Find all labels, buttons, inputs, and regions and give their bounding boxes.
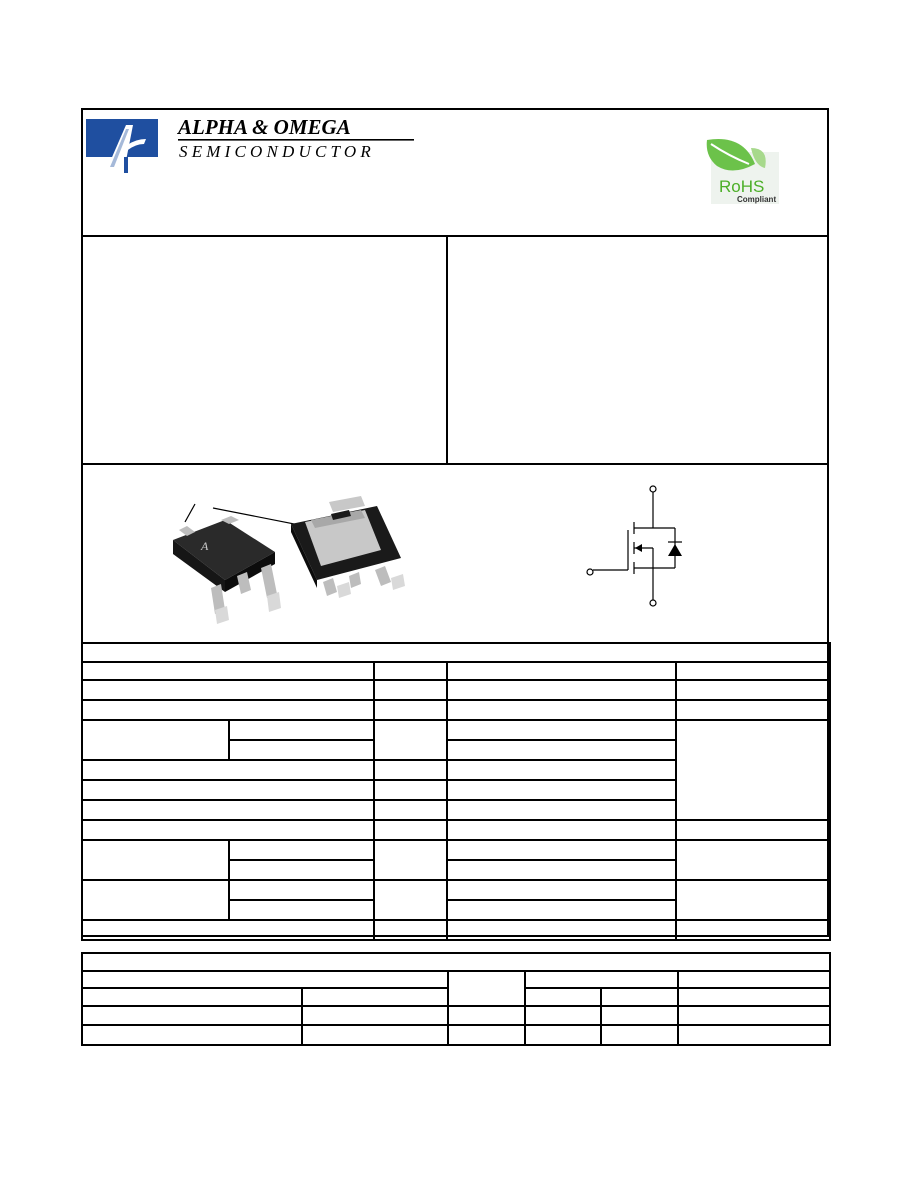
company-name-line1: ALPHA & OMEGA bbox=[178, 117, 351, 139]
description-divider bbox=[81, 463, 829, 465]
mosfet-schematic bbox=[580, 482, 690, 612]
header-divider bbox=[81, 235, 829, 237]
rohs-leaf-icon bbox=[703, 138, 781, 204]
thermal-title-row bbox=[82, 953, 830, 971]
aos-logo-icon bbox=[86, 117, 421, 177]
ratings-title-row bbox=[82, 643, 830, 662]
package-illustration bbox=[165, 492, 415, 632]
company-name-line2: SEMICONDUCTOR bbox=[179, 142, 375, 161]
rohs-badge bbox=[703, 138, 781, 204]
to252-package-icon bbox=[165, 492, 415, 632]
rohs-sub: Compliant bbox=[737, 195, 777, 204]
mosfet-symbol-icon bbox=[580, 482, 690, 612]
thermal-table bbox=[81, 952, 831, 1046]
description-features-divider bbox=[446, 236, 448, 464]
company-logo bbox=[86, 117, 421, 177]
ratings-table bbox=[81, 642, 831, 941]
rohs-label: RoHS bbox=[719, 177, 765, 196]
svg-text:A: A bbox=[201, 539, 209, 553]
